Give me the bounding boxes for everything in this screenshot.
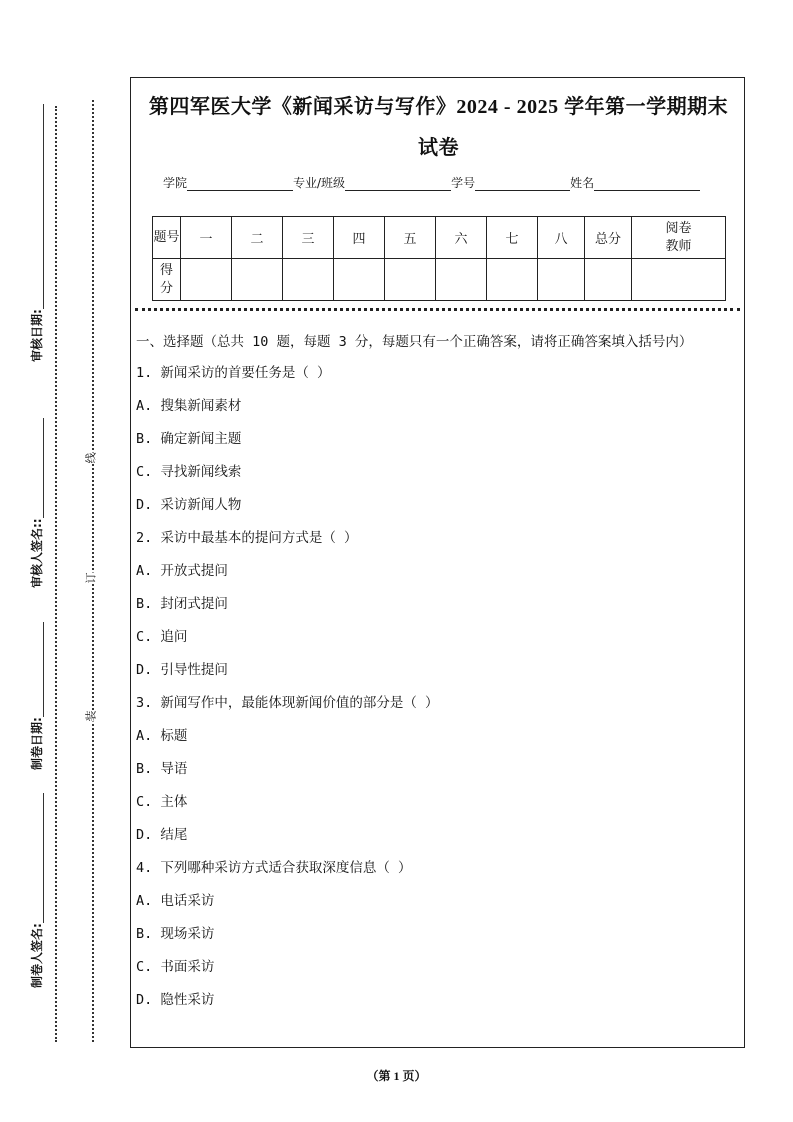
question-1: [136, 360, 739, 525]
option-c: C. 追问: [136, 629, 188, 645]
question-4: [136, 855, 739, 1020]
exam-content: [136, 331, 739, 1020]
college-label: 学院: [163, 176, 188, 190]
score-cell-6[interactable]: [436, 259, 487, 301]
question-stem: 2. 采访中最基本的提问方式是（ ）: [136, 530, 358, 546]
major-class-label: 专业/班级: [293, 176, 346, 190]
option-a: A. 搜集新闻素材: [136, 398, 242, 414]
binding-dotted-line-left: [55, 106, 57, 1042]
question-stem: 4. 下列哪种采访方式适合获取深度信息（ ）: [136, 860, 412, 876]
score-cell-2[interactable]: [232, 259, 283, 301]
option-b: B. 确定新闻主题: [136, 431, 242, 447]
exam-title-line2: 试卷: [418, 137, 459, 159]
review-date-field: [30, 104, 44, 362]
col-7-header: 七: [487, 217, 538, 259]
col-1-header: 一: [181, 217, 232, 259]
maker-sign-label: 制卷人签名:: [30, 923, 44, 988]
col-5-header: 五: [385, 217, 436, 259]
col-8-header: 八: [538, 217, 585, 259]
option-c: C. 寻找新闻线索: [136, 464, 242, 480]
total-header: 总分: [585, 217, 632, 259]
binding-char-line: 线: [84, 452, 98, 464]
option-b: B. 导语: [136, 761, 188, 777]
option-d: D. 引导性提问: [136, 662, 228, 678]
score-cell-4[interactable]: [334, 259, 385, 301]
option-d: D. 结尾: [136, 827, 188, 843]
grader-header-text: 阅卷教师: [665, 220, 692, 254]
option-c: C. 书面采访: [136, 959, 215, 975]
question-stem: 3. 新闻写作中，最能体现新闻价值的部分是（ ）: [136, 695, 439, 711]
score-cell-3[interactable]: [283, 259, 334, 301]
grader-header: [632, 217, 726, 259]
option-a: A. 开放式提问: [136, 563, 228, 579]
maker-sign-blank[interactable]: [43, 793, 44, 923]
score-row-header: [153, 259, 181, 301]
binding-char-staple: 订: [84, 572, 98, 584]
reviewer-sign-field: [30, 418, 44, 588]
make-date-label: 制卷日期:: [30, 717, 44, 770]
question-stem: 1. 新闻采访的首要任务是（ ）: [136, 365, 331, 381]
review-date-blank[interactable]: [43, 104, 44, 309]
option-a: A. 电话采访: [136, 893, 215, 909]
score-table-score-row: [153, 259, 726, 301]
college-blank[interactable]: [187, 176, 293, 191]
score-table-header-row: [153, 217, 726, 259]
reviewer-sign-blank[interactable]: [43, 418, 44, 518]
exam-frame: [130, 77, 745, 1048]
name-label: 姓名: [570, 176, 595, 190]
maker-sign-field: [30, 793, 44, 988]
score-cell-grader[interactable]: [632, 259, 726, 301]
exam-title-line1: 第四军医大学《新闻采访与写作》2024 - 2025 学年第一学期期末: [148, 96, 729, 118]
question-3: [136, 690, 739, 855]
col-3-header: 三: [283, 217, 334, 259]
option-a: A. 标题: [136, 728, 188, 744]
make-date-field: [30, 622, 44, 770]
score-row-header-text: 得分: [159, 262, 173, 296]
header-separator: [135, 308, 740, 311]
binding-char-bind: 装: [84, 710, 98, 722]
score-cell-total[interactable]: [585, 259, 632, 301]
score-cell-1[interactable]: [181, 259, 232, 301]
score-table: [152, 216, 726, 301]
option-d: D. 采访新闻人物: [136, 497, 242, 513]
option-b: B. 现场采访: [136, 926, 215, 942]
question-2: [136, 525, 739, 690]
option-d: D. 隐性采访: [136, 992, 215, 1008]
reviewer-sign-label: 审核人签名::: [30, 518, 44, 588]
student-id-blank[interactable]: [475, 176, 570, 191]
option-c: C. 主体: [136, 794, 188, 810]
question-number-header: 题号: [153, 217, 181, 259]
score-cell-8[interactable]: [538, 259, 585, 301]
col-6-header: 六: [436, 217, 487, 259]
major-class-blank[interactable]: [345, 176, 451, 191]
option-b: B. 封闭式提问: [136, 596, 228, 612]
binding-dotted-line-right: [92, 100, 94, 1042]
col-2-header: 二: [232, 217, 283, 259]
make-date-blank[interactable]: [43, 622, 44, 717]
score-cell-5[interactable]: [385, 259, 436, 301]
review-date-label: 审核日期:: [30, 309, 44, 362]
score-cell-7[interactable]: [487, 259, 538, 301]
student-id-label: 学号: [451, 176, 476, 190]
student-info-row: [163, 174, 700, 191]
name-blank[interactable]: [594, 176, 700, 191]
page-number: （第 1 页）: [366, 1069, 427, 1083]
col-4-header: 四: [334, 217, 385, 259]
section-1-heading: 一、选择题（总共 10 题，每题 3 分，每题只有一个正确答案，请将正确答案填入括号内）: [136, 334, 693, 350]
